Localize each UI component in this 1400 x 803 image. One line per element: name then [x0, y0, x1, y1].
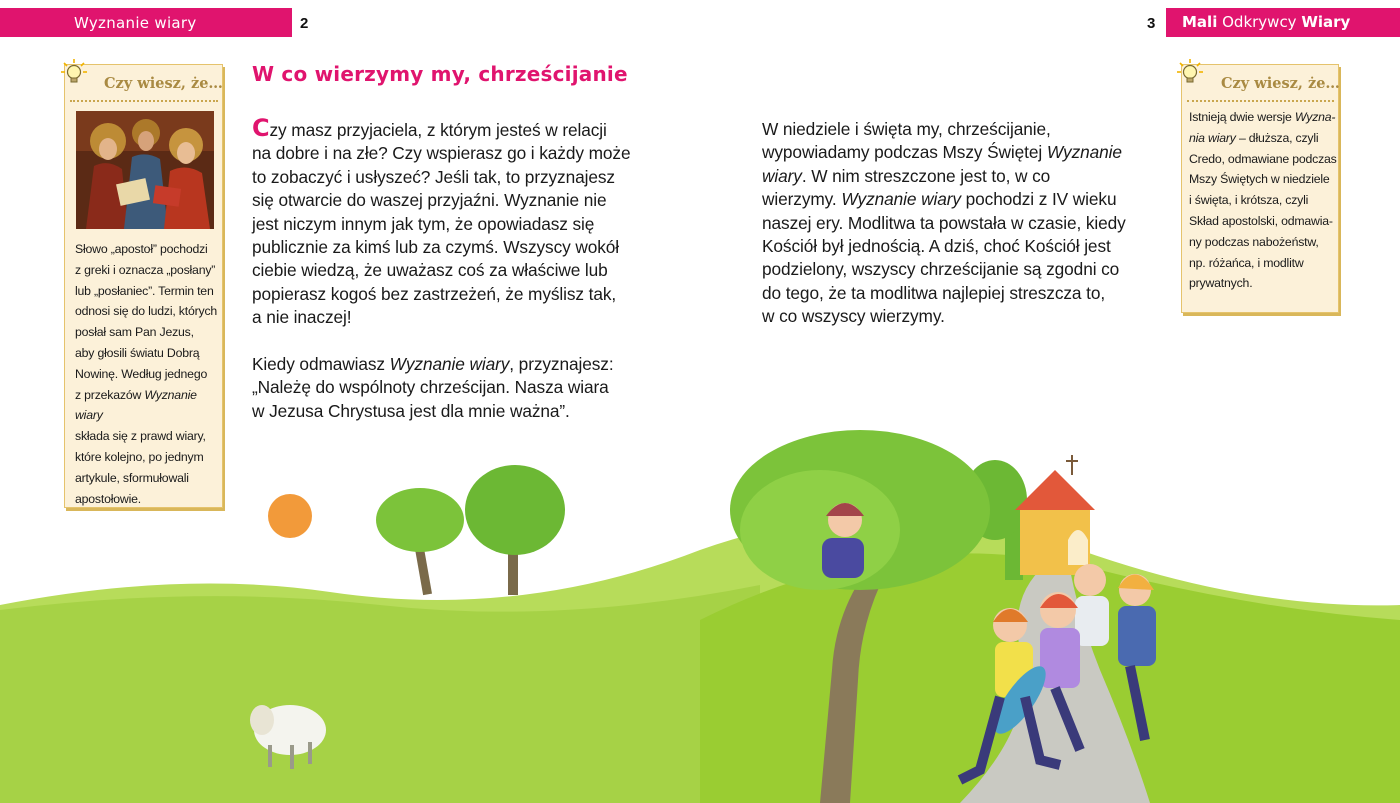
dotted-divider-right — [1187, 100, 1334, 102]
series-title-part3: Wiary — [1301, 13, 1351, 31]
series-title — [1182, 13, 1350, 31]
chapter-title: Wyznanie wiary — [74, 14, 197, 32]
did-you-know-label-right: Czy wiesz, że… — [1221, 75, 1340, 92]
drop-cap: C — [252, 114, 270, 142]
paragraph-1 — [252, 114, 642, 330]
tree-small-2 — [465, 465, 565, 595]
child-in-tree — [822, 503, 864, 578]
paragraph-2: Kiedy odmawiasz Wyznanie wiary, przyznajesz: „Należę do wspólnoty chrześcijan. Nasza wiara w Jezusa Chrystusa jest dla mnie ważna”. — [252, 354, 614, 421]
lightbulb-icon — [1176, 58, 1204, 86]
did-you-know-text-left: Słowo „apostoł” pochodzi z greki i oznacza „posłany” lub „posłaniec”. Termin ten odnosi się do ludzi, których posłał sam Pan Jezus, aby głosili światu Dobrą Nowinę. Według jednego z przekazów Wyznanie wiary składa się z prawd wiary, które kolejno, po jednym artykule, sformułowali apostołowie. — [75, 242, 218, 506]
main-text-column-left — [252, 114, 642, 447]
page-number-right: 3 — [1147, 15, 1156, 32]
main-text-column-right — [762, 118, 1162, 352]
series-title-part1: Mali — [1182, 13, 1218, 31]
sun-icon — [268, 494, 312, 538]
tree-small-1 — [376, 488, 464, 595]
dotted-divider-left — [70, 100, 218, 102]
paragraph-3: W niedziele i święta my, chrześcijanie, wypowiadamy podczas Mszy Świętej Wyznanie wiary. W nim streszczone jest to, w co wierzymy. Wyznanie wiary pochodzi z IV wieku naszej ery. Modlitwa ta powstała w czasie, kiedy Kościół był jednością. A dziś, choć Kościół jest podzielony, wszyscy chrześcijanie są zgodni co do tego, że ta modlitwa najlepiej streszcza to, w co wszyscy wierzymy. — [762, 119, 1126, 327]
did-you-know-text-right: Istnieją dwie wersje Wyzna- nia wiary – dłuższa, czyli Credo, odmawiane podczas Mszy Świętych w niedziele i święta, i krótsza, czyli Skład apostolski, odmawia- ny podczas nabożeństw, np. różańca, i modlitw prywatnych. — [1189, 110, 1337, 291]
apostles-painting — [76, 111, 214, 229]
page-number-left: 2 — [300, 15, 309, 32]
hill-front — [0, 585, 760, 803]
landscape-illustration — [0, 420, 1400, 803]
page-title: W co wierzymy my, chrześcijanie — [252, 62, 628, 86]
paragraph-1-text: zy masz przyjaciela, z którym jesteś w relacji na dobre i na złe? Czy wspierasz go i każdy może to zobaczyć i usłyszeć? Jeśli tak, to przyznajesz się otwarcie do waszej przyjaźni. Wyznanie nie jest niczym innym jak tym, że opowiadasz się publicznie za kimś lub za czymś. Wszyscy wokół ciebie wiedzą, że uważasz coś za właściwe lub popierasz kogoś bez zastrzeżeń, że myślisz tak, a nie inaczej! — [252, 120, 631, 328]
lightbulb-icon — [60, 58, 88, 86]
did-you-know-label-left: Czy wiesz, że… — [104, 75, 223, 92]
series-title-part2: Odkrywcy — [1217, 13, 1302, 31]
